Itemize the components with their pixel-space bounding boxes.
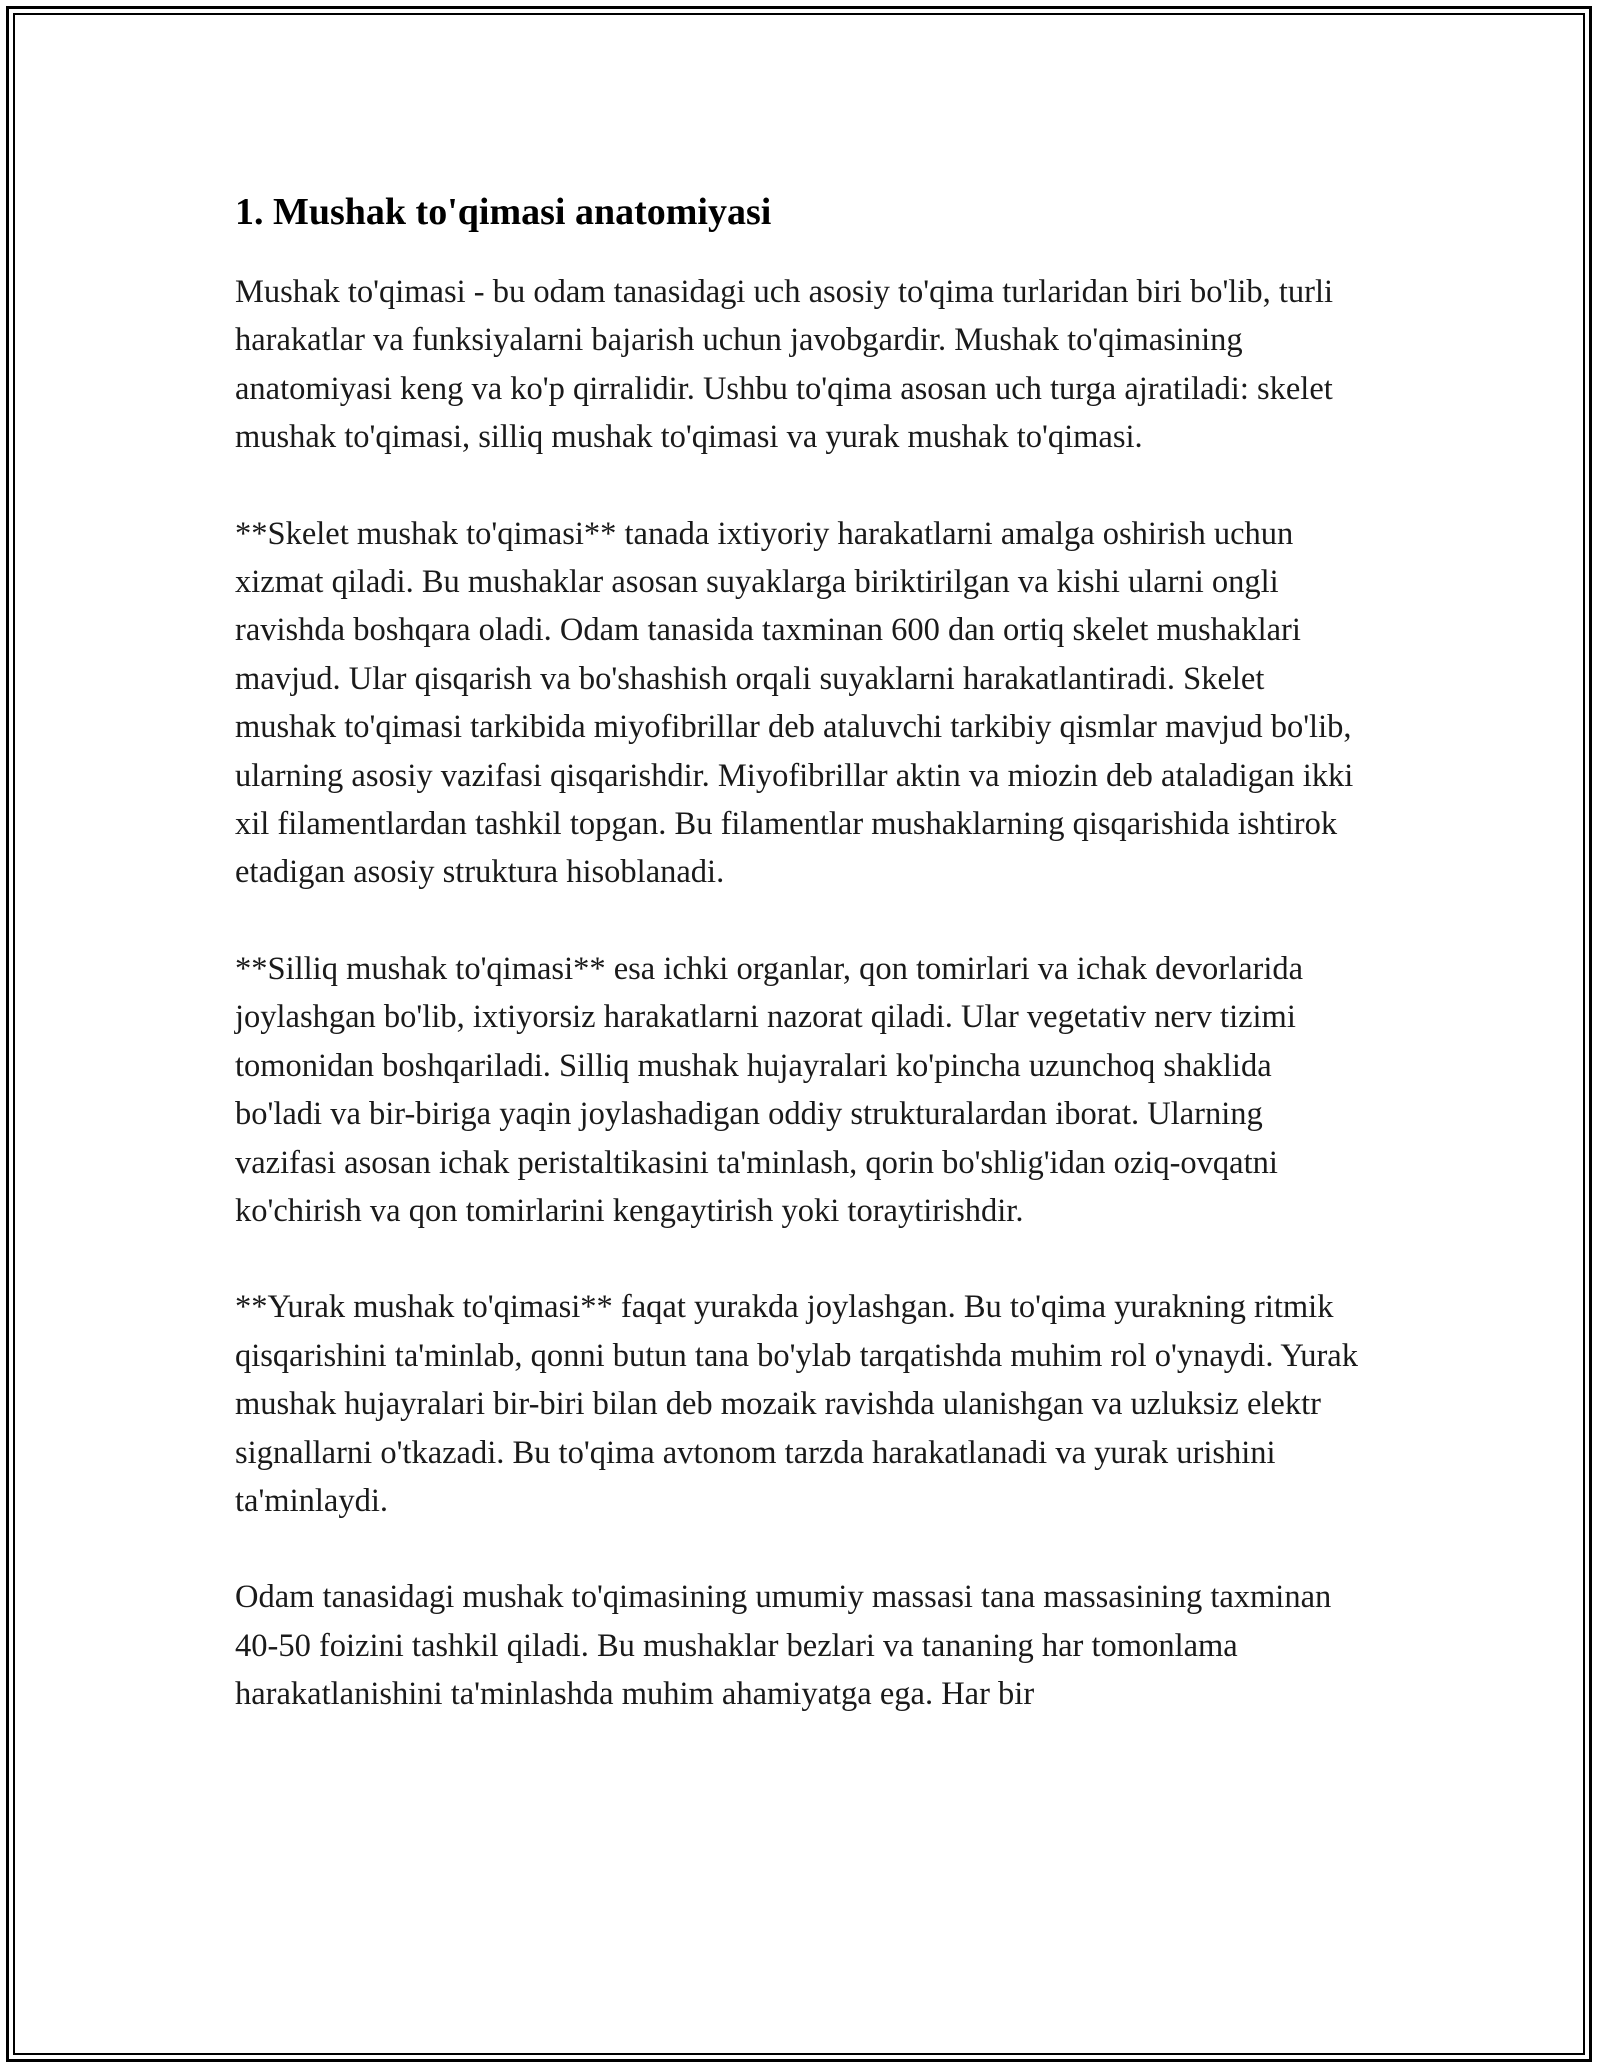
- smooth-muscle-paragraph: **Silliq mushak to'qimasi** esa ichki organlar, qon tomirlari va ichak devorlarida joylashgan bo'lib, ixtiyorsiz harakatlarni nazorat qiladi. Ular vegetativ nerv tizimi tomonidan boshqariladi. Silliq mushak hujayralari ko'pincha uzunchoq shaklida bo'ladi va bir-biriga yaqin joylashadigan oddiy strukturalardan iborat. Ularning vazifasi asosan ichak peristaltikasini ta'minlash, qorin bo'shlig'idan oziq-ovqatni ko'chirish va qon tomirlarini kengaytirish yoki toraytirishdir.: [235, 950, 1304, 1229]
- skeletal-muscle-paragraph: **Skelet mushak to'qimasi** tanada ixtiyoriy harakatlarni amalga oshirish uchun xizmat qiladi. Bu mushaklar asosan suyaklarga biriktirilgan va kishi ularni ongli ravishda boshqara oladi. Odam tanasida taxminan 600 dan ortiq skelet mushaklari mavjud. Ular qisqarish va bo'shashish orqali suyaklarni harakatlantiradi. Skelet mushak to'qimasi tarkibida miyofibrillar deb ataluvchi tarkibiy qismlar mavjud bo'lib, ularning asosiy vazifasi qisqarishdir. Miyofibrillar aktin va miozin deb ataladigan ikki xil filamentlardan tashkil topgan. Bu filamentlar mushaklarning qisqarishida ishtirok etadigan asosiy struktura hisoblanadi.: [235, 515, 1354, 891]
- intro-paragraph: Mushak to'qimasi - bu odam tanasidagi uch asosiy to'qima turlaridan biri bo'lib, turli harakatlar va funksiyalarni bajarish uchun javobgardir. Mushak to'qimasining anatomiyasi keng va ko'p qirralidir. Ushbu to'qima asosan uch turga ajratiladi: skelet mushak to'qimasi, silliq mushak to'qimasi va yurak mushak to'qimasi.: [235, 274, 1334, 456]
- document-body: [235, 186, 1365, 1719]
- section-title: 1. Mushak to'qimasi anatomiyasi: [235, 191, 772, 233]
- muscle-mass-paragraph: Odam tanasidagi mushak to'qimasining umumiy massasi tana massasining taxminan 40-50 foizini tashkil qiladi. Bu mushaklar bezlari va tananing har tomonlama harakatlanishini ta'minlashda muhim ahamiyatga ega. Har bir: [235, 1579, 1332, 1713]
- cardiac-muscle-paragraph: **Yurak mushak to'qimasi** faqat yurakda joylashgan. Bu to'qima yurakning ritmik qisqarishini ta'minlab, qonni butun tana bo'ylab tarqatishda muhim rol o'ynaydi. Yurak mushak hujayralari bir-biri bilan deb mozaik ravishda ulanishgan va uzluksiz elektr signallarni o'tkazadi. Bu to'qima avtonom tarzda harakatlanadi va yurak urishini ta'minlaydi.: [235, 1289, 1358, 1519]
